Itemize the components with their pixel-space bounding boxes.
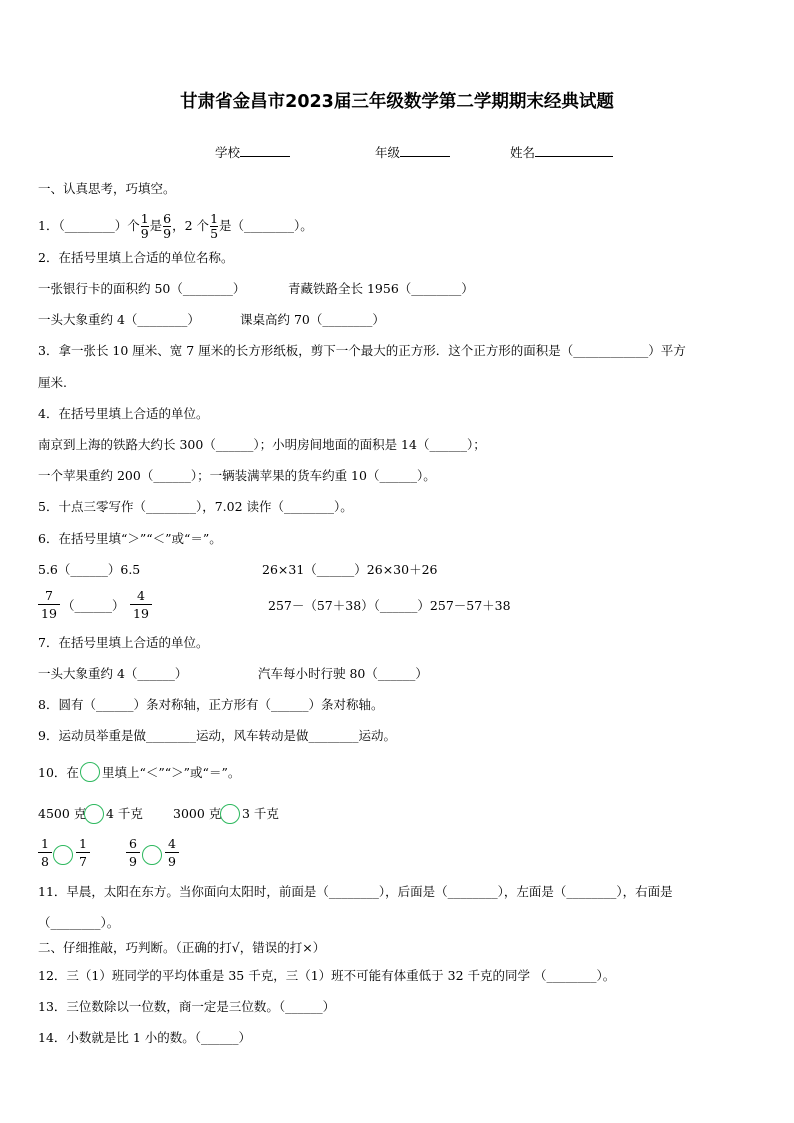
question-5: 5．十点三零写作（________），7.02 读作（________）。	[38, 499, 353, 514]
fraction: 4 9	[165, 836, 179, 869]
question-7-b: 汽车每小时行驶 80（______）	[258, 666, 428, 681]
fraction: 6 9	[126, 836, 140, 869]
question-10-a: 10．在	[38, 765, 79, 780]
fraction: 1 7	[76, 836, 90, 869]
fraction: 4 19	[130, 588, 152, 621]
question-6-b: 26×31（______）26×30＋26	[262, 562, 438, 577]
grade-field[interactable]: 年级	[375, 143, 450, 161]
page-title: 甘肃省金昌市2023届三年级数学第二学期期末经典试题	[180, 92, 614, 112]
question-2-item: 课桌高约 70（________）	[240, 312, 385, 327]
question-2-stem: 2．在括号里填上合适的单位名称。	[38, 250, 234, 265]
question-11: 11．早晨，太阳在东方。当你面向太阳时，前面是（________），后面是（________），左面是（________），右面是	[38, 884, 673, 899]
question-14: 14．小数就是比 1 小的数。（______）	[38, 1030, 252, 1045]
question-6-stem: 6．在括号里填“＞”“＜”或“＝”。	[38, 531, 222, 546]
section-1-heading: 一、认真思考，巧填空。	[38, 181, 176, 196]
question-10-c3: 3000 克	[173, 806, 222, 821]
question-6-a: 5.6（______）6.5	[38, 562, 141, 577]
question-10-c2: 4 千克	[106, 806, 143, 821]
question-2-item: 一头大象重约 4（________）	[38, 312, 200, 327]
answer-circle[interactable]	[80, 762, 100, 782]
question-13: 13．三位数除以一位数，商一定是三位数。（______）	[38, 999, 336, 1014]
question-4-line: 南京到上海的铁路大约长 300（______）；小明房间地面的面积是 14（______）；	[38, 437, 486, 452]
question-6-d: 257－（57＋38）（______）257－57＋38	[268, 598, 511, 613]
question-4-stem: 4．在括号里填上合适的单位。	[38, 406, 209, 421]
fraction: $\frac{1}{9}$	[140, 211, 149, 241]
fraction: 1 8	[38, 836, 52, 869]
question-11-cont: （________）。	[38, 915, 120, 930]
answer-circle[interactable]	[142, 845, 162, 865]
question-9: 9．运动员举重是做________运动，风车转动是做________运动。	[38, 728, 396, 743]
answer-circle[interactable]	[53, 845, 73, 865]
answer-circle[interactable]	[84, 804, 104, 824]
question-8: 8．圆有（______）条对称轴，正方形有（______）条对称轴。	[38, 697, 384, 712]
fraction: $\frac{1}{5}$	[210, 211, 219, 241]
fraction: $\frac{6}{9}$	[163, 211, 172, 241]
question-10-c4: 3 千克	[242, 806, 279, 821]
question-4-line: 一个苹果重约 200（______）；一辆装满苹果的货车约重 10（______）。	[38, 468, 436, 483]
question-7-stem: 7．在括号里填上合适的单位。	[38, 635, 209, 650]
question-3: 3．拿一张长 10 厘米、宽 7 厘米的长方形纸板，剪下一个最大的正方形．这个正方形的面积是（____________）平方	[38, 343, 686, 358]
question-2-item: 青藏铁路全长 1956（________）	[288, 281, 474, 296]
question-3-cont: 厘米.	[38, 375, 67, 390]
question-7-a: 一头大象重约 4（______）	[38, 666, 188, 681]
fraction: 7 19	[38, 588, 60, 621]
question-10-b: 里填上“＜”“＞”或“＝”。	[102, 765, 241, 780]
section-2-heading: 二、仔细推敲，巧判断。（正确的打√，错误的打×）	[38, 940, 326, 955]
answer-circle[interactable]	[220, 804, 240, 824]
question-10-c1: 4500 克	[38, 806, 87, 821]
school-field[interactable]: 学校	[215, 143, 290, 161]
name-field[interactable]: 姓名	[510, 143, 613, 161]
question-2-item: 一张银行卡的面积约 50（________）	[38, 281, 246, 296]
question-6-c: （______）	[62, 598, 125, 613]
question-1: 1．（________）个 $\frac{1}{9}$ 是 $\frac{6}{9}$ ，2 个 $\frac{1}{5}$ 是（________）。	[38, 211, 313, 241]
question-12: 12．三（1）班同学的平均体重是 35 千克，三（1）班不可能有体重低于 32 千克的同学 （________）。	[38, 968, 616, 983]
